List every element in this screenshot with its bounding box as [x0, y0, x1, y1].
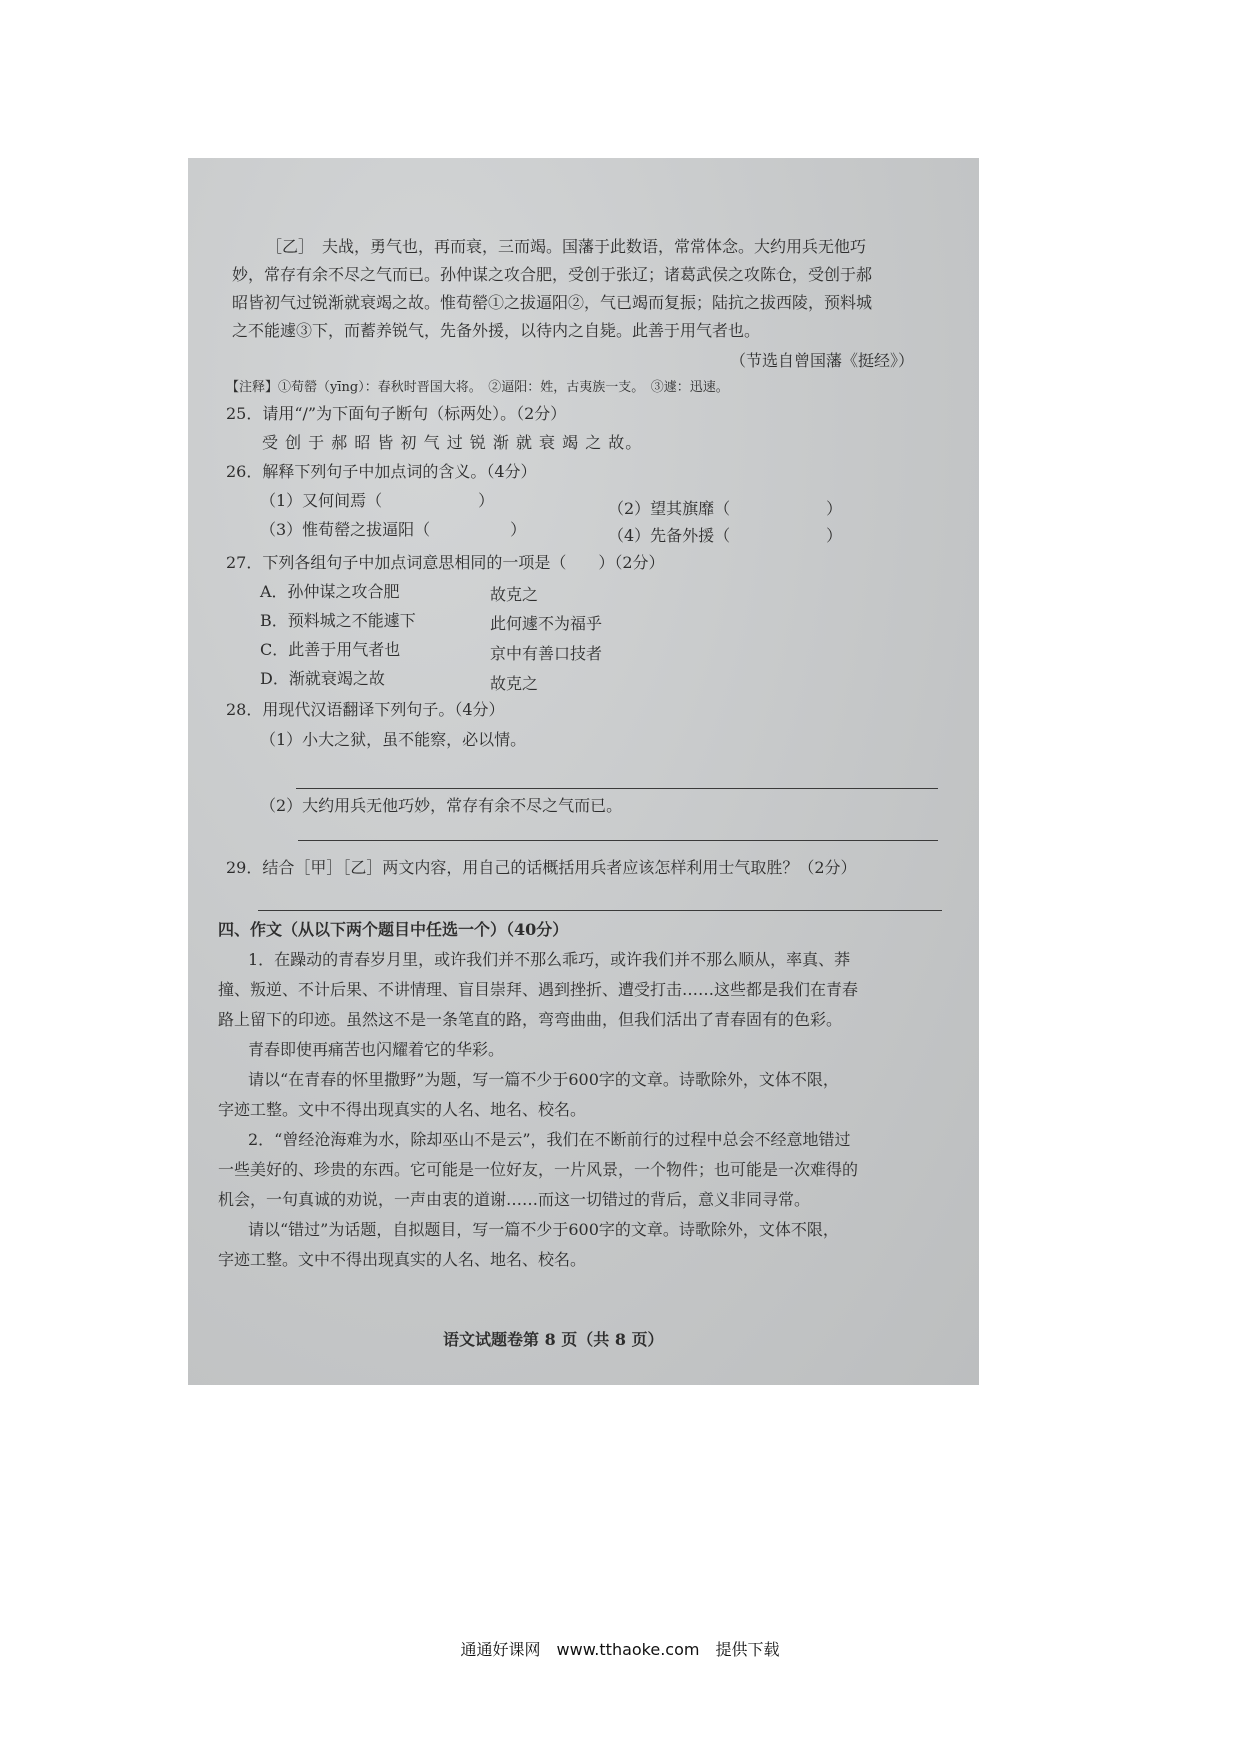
essay-prompt-2-line-3: 机会，一句真诚的劝说，一声由衷的道谢……而这一切错过的背后，意义非同寻常。 — [218, 1190, 811, 1209]
q26-item-1: （1）又何间焉（ ） — [260, 491, 495, 510]
essay-heading: 四、作文（从以下两个题目中任选一个）（40分） — [218, 920, 569, 939]
essay-prompt-2-line-1: 2．“曾经沧海难为水，除却巫山不是云”，我们在不断前行的过程中总会不经意地错过 — [248, 1130, 851, 1149]
q27-prompt: 27．下列各组句子中加点词意思相同的一项是（ ）（2分） — [226, 553, 665, 572]
q28-prompt: 28．用现代汉语翻译下列句子。（4分） — [226, 700, 505, 719]
q27-option-c-right: 京中有善口技者 — [490, 644, 603, 663]
q27-option-c-left: C．此善于用气者也 — [260, 640, 401, 659]
exam-page-number: 语文试题卷第 8 页（共 8 页） — [443, 1330, 664, 1349]
q26-item-2: （2）望其旗靡（ ） — [608, 499, 843, 518]
q25-prompt: 25．请用“/”为下面句子断句（标两处）。（2分） — [226, 404, 567, 423]
q29-answer-line — [258, 910, 942, 911]
essay-prompt-2-instruction-2: 字迹工整。文中不得出现真实的人名、地名、校名。 — [218, 1250, 587, 1269]
essay-prompt-1-line-2: 撞、叛逆、不计后果、不讲情理、盲目崇拜、遇到挫折、遭受打击……这些都是我们在青春 — [218, 980, 859, 999]
passage-line-4: 之不能遽③下，而蓄养锐气，先备外援，以待内之自毙。此善于用气者也。 — [232, 321, 761, 340]
q27-option-a-left: A．孙仲谋之攻合肥 — [260, 582, 400, 601]
q27-option-b-left: B．预料城之不能遽下 — [260, 611, 416, 630]
q27-option-d-right: 故克之 — [490, 674, 539, 693]
essay-prompt-1-instruction-2: 字迹工整。文中不得出现真实的人名、地名、校名。 — [218, 1100, 587, 1119]
passage-line-2: 妙，常存有余不尽之气而已。孙仲谋之攻合肥，受创于张辽；诸葛武侯之攻陈仓，受创于郝 — [232, 265, 873, 284]
q28-sentence-2: （2）大约用兵无他巧妙，常存有余不尽之气而已。 — [260, 796, 623, 815]
q27-option-b-right: 此何遽不为福乎 — [490, 614, 603, 633]
q27-option-d-left: D．渐就衰竭之故 — [260, 669, 385, 688]
q25-sentence: 受 创 于 郝 昭 皆 初 气 过 锐 渐 就 衰 竭 之 故。 — [262, 433, 643, 452]
q29-prompt: 29．结合［甲］［乙］两文内容，用自己的话概括用兵者应该怎样利用士气取胜？（2分） — [226, 858, 857, 877]
q28-answer-line-1 — [296, 788, 938, 789]
essay-prompt-1-line-3: 路上留下的印迹。虽然这不是一条笔直的路，弯弯曲曲，但我们活出了青春固有的色彩。 — [218, 1010, 843, 1029]
essay-prompt-1-line-1: 1．在躁动的青春岁月里，或许我们并不那么乖巧，或许我们并不那么顺从，率真、莽 — [248, 950, 851, 969]
essay-prompt-2-line-2: 一些美好的、珍贵的东西。它可能是一位好友，一片风景，一个物件；也可能是一次难得的 — [218, 1160, 859, 1179]
q27-option-a-right: 故克之 — [490, 585, 539, 604]
essay-prompt-2-instruction-1: 请以“错过”为话题，自拟题目，写一篇不少于600字的文章。诗歌除外，文体不限， — [248, 1220, 839, 1239]
q26-prompt: 26．解释下列句子中加点词的含义。（4分） — [226, 462, 537, 481]
q28-answer-line-2 — [298, 840, 938, 841]
essay-prompt-1-instruction-1: 请以“在青春的怀里撒野”为题，写一篇不少于600字的文章。诗歌除外，文体不限， — [248, 1070, 839, 1089]
annotation-note: 【注释】①荀罃（yīng）：春秋时晋国大将。 ②逼阳：姓，古夷族一支。 ③遽：迅速。 — [226, 380, 729, 395]
q26-item-3: （3）惟荀罃之拔逼阳（ ） — [260, 520, 527, 539]
passage-source: （节选自曾国藩《挺经》） — [730, 351, 915, 370]
essay-prompt-1-line-4: 青春即使再痛苦也闪耀着它的华彩。 — [248, 1040, 505, 1059]
q26-item-4: （4）先备外援（ ） — [608, 526, 843, 545]
passage-line-1: ［乙］ 夫战，勇气也，再而衰，三而竭。国藩于此数语，常常体念。大约用兵无他巧 — [266, 237, 867, 256]
site-footer: 通通好课网 www.tthaoke.com 提供下载 — [460, 1640, 780, 1659]
passage-line-3: 昭皆初气过锐渐就衰竭之故。惟荀罃①之拔逼阳②，气已竭而复振；陆抗之拔西陵，预料城 — [232, 293, 873, 312]
exam-page-photo — [188, 158, 979, 1385]
q28-sentence-1: （1）小大之狱，虽不能察，必以情。 — [260, 730, 527, 749]
